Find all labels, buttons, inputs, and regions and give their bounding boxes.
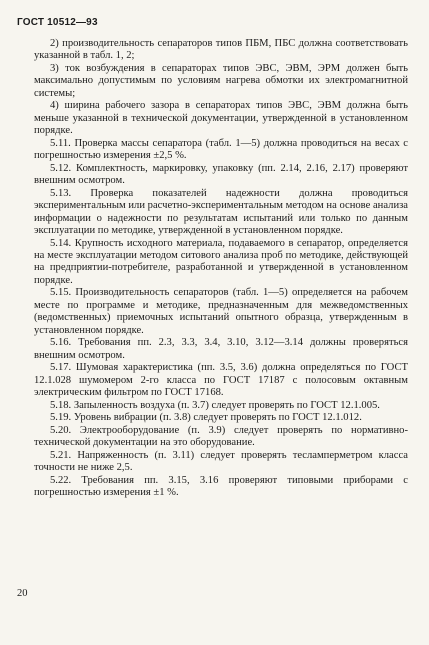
- document-body: [34, 38, 408, 500]
- paragraph: 2) производительность сепараторов типов ПБМ, ПБС должна соответствовать указанной в табл. 1, 2;: [34, 38, 408, 62]
- paragraph: 5.16. Требования пп. 2.3, 3.3, 3.4, 3.10, 3.12—3.14 должны проверяться внешним осмотром.: [34, 337, 408, 361]
- paragraph: 4) ширина рабочего зазора в сепараторах типов ЭВС, ЭВМ должна быть меньше указанной в технической документации, утвержденной в установленном порядке.: [34, 100, 408, 137]
- paragraph: 5.19. Уровень вибрации (п. 3.8) следует проверять по ГОСТ 12.1.012.: [50, 412, 362, 424]
- paragraph: 5.13. Проверка показателей надежности должна проводиться экспериментальным или расчетно-экспериментальным методом на основе анализа информации о надежности по результатам испытаний или только по данным эксплуатации по методике, утвержденной в установленном порядке.: [34, 187, 408, 237]
- paragraph: 5.21. Напряженность (п. 3.11) следует проверять тесламперметром класса точности не ниже 2,5.: [34, 449, 408, 474]
- paragraph: 5.20. Электрооборудование (п. 3.9) следует проверять по нормативно-технической документации на это оборудование.: [34, 424, 408, 449]
- paragraph: 5.17. Шумовая характеристика (пп. 3.5, 3.6) должна определяться по ГОСТ 12.1.028 шумомером 2-го класса по ГОСТ 17187 с полосовым октавным электрическим фильтром по ГОСТ 17168.: [34, 362, 408, 399]
- page-number: 20: [17, 588, 28, 599]
- paragraph: 5.12. Комплектность, маркировку, упаковку (пп. 2.14, 2.16, 2.17) проверяют внешним осмотром.: [34, 162, 408, 187]
- paragraph: 5.15. Производительность сепараторов (табл. 1—5) определяется на рабочем месте по программе и методике, предназначенным для межведомственных (ведомственных) приемочных испытаний опытного образца, утвержденным в установленном порядке.: [34, 287, 408, 336]
- paragraph: 3) ток возбуждения в сепараторах типов ЭВС, ЭВМ, ЭРМ должен быть максимально допустимым по условиям нагрева обмотки их электромагнитной системы;: [34, 63, 408, 99]
- paragraph: 5.18. Запыленность воздуха (п. 3.7) следует проверять по ГОСТ 12.1.005.: [50, 399, 380, 411]
- document-header: ГОСТ 10512—93: [17, 17, 98, 28]
- paragraph: 5.22. Требования пп. 3.15, 3.16 проверяют типовыми приборами с погрешностью измерения ±1 %.: [34, 474, 408, 499]
- paragraph: 5.11. Проверка массы сепаратора (табл. 1—5) должна проводиться на весах с погрешностью измерения ±2,5 %.: [34, 137, 408, 162]
- paragraph: 5.14. Крупность исходного материала, подаваемого в сепаратор, определяется на месте эксплуатации методом ситового анализа проб по методике, действующей на предприятии-потребителе, разработанной и утвержденной в установленном порядке.: [34, 237, 408, 286]
